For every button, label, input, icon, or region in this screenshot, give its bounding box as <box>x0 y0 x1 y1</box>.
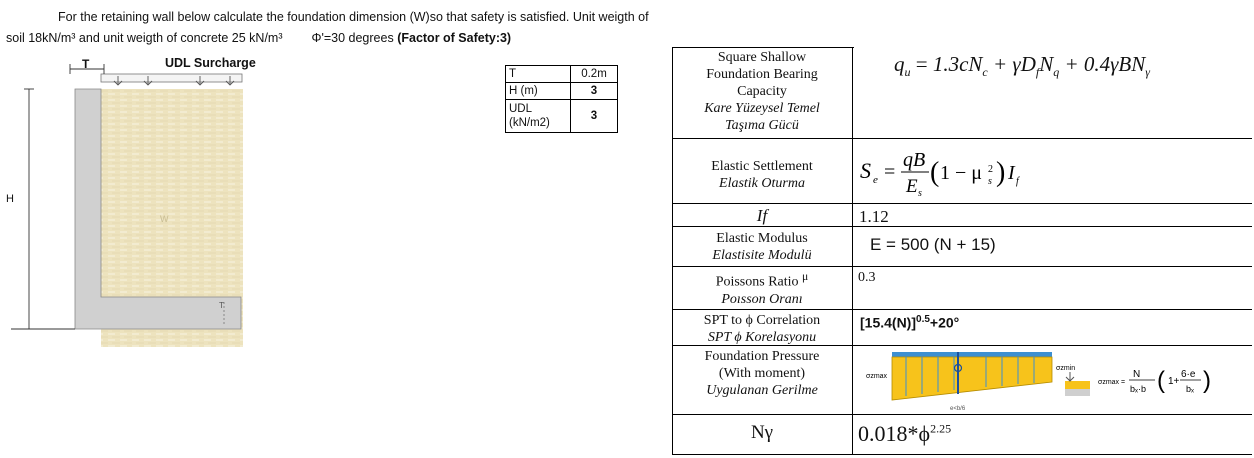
elastic-settlement-formula <box>856 142 1036 200</box>
table-border-bottom <box>672 454 1252 455</box>
svg-text:2: 2 <box>988 164 993 175</box>
bearing-capacity-label: Square Shallow Foundation Bearing Capacity Kare Yüzeysel Temel Taşıma Gücü <box>704 50 820 133</box>
eccentricity-label: e<b/6 <box>950 406 966 412</box>
table-row <box>506 83 618 100</box>
row-divider <box>672 414 1252 415</box>
svg-text:=: = <box>884 161 896 183</box>
svg-text:6·e: 6·e <box>1181 369 1196 380</box>
foundation-pressure-diagram <box>856 348 1252 412</box>
svg-text:I: I <box>1008 162 1015 184</box>
elastic-settlement-label: Elastic Settlement Elastik Oturma <box>711 159 813 191</box>
udl-surcharge-label: UDL Surcharge <box>165 56 256 70</box>
svg-text:bₓ: bₓ <box>1186 384 1194 394</box>
t-bottom-label: T <box>219 301 224 310</box>
svg-text:s: s <box>988 176 992 187</box>
poisson-value: 0.3 <box>858 270 876 285</box>
svg-text:): ) <box>996 157 1006 188</box>
bearing-capacity-formula: $q_u = 1.3cN_c + \gamma D_fN_q + 0.4\gamma BN_\gamma$ <box>894 52 1150 80</box>
parameter-table <box>505 65 618 133</box>
h-label: H <box>6 193 14 205</box>
spt-formula: $[15.4(N)]^{0.5}+20^\circ$ <box>860 314 960 331</box>
row-divider <box>672 226 1252 227</box>
sigma-zmin-label: σzmin <box>1056 365 1076 372</box>
param-name: T <box>506 66 571 83</box>
question-line-1: For the retaining wall below calculate the foundation dimension (W)so that safety is satisfied. Unit weigth of <box>58 10 649 24</box>
question-phi: Φ'=30 degrees <box>311 31 394 45</box>
table-border-top <box>672 47 854 48</box>
svg-text:N: N <box>1133 369 1141 380</box>
row-divider <box>672 266 1252 267</box>
param-name: UDL (kN/m2) <box>506 100 571 133</box>
param-value: 3 <box>571 100 618 133</box>
question-line-2 <box>6 31 511 45</box>
if-label: If <box>756 206 768 225</box>
svg-text:bₓ·b: bₓ·b <box>1130 384 1146 394</box>
sigma-zmax-label: σzmax <box>866 373 888 380</box>
svg-text:S: S <box>860 158 871 183</box>
table-row <box>506 66 618 83</box>
svg-text:E: E <box>906 176 918 197</box>
svg-text:σzmax =: σzmax = <box>1098 379 1126 386</box>
foundation-pressure-label: Foundation Pressure (With moment) Uygulanan Gerilme <box>704 349 820 398</box>
param-name: H (m) <box>506 83 571 100</box>
svg-text:e: e <box>873 174 878 186</box>
svg-text:s: s <box>918 188 922 199</box>
mu-symbol: μ <box>802 270 809 283</box>
row-divider <box>672 309 1252 310</box>
svg-text:f: f <box>1016 176 1019 187</box>
svg-text:(: ( <box>1157 367 1165 394</box>
row-divider <box>672 138 1252 139</box>
n-gamma-label: Nγ <box>750 422 774 443</box>
svg-text:1 − μ: 1 − μ <box>940 162 983 184</box>
udl-bar <box>101 74 242 82</box>
if-value: 1.12 <box>859 207 889 226</box>
elastic-modulus-formula: E = 500 (N + 15) <box>870 235 996 254</box>
svg-text:1+: 1+ <box>1168 376 1180 387</box>
n-gamma-formula: $0.018*\phi^{2.25}$ <box>858 421 952 446</box>
question-unit-weights: soil 18kN/m³ and unit weigth of concrete 25 kN/m³ <box>6 31 283 45</box>
spt-correlation-label: SPT to ϕ Correlation SPT ϕ Korelasyonu <box>703 313 821 345</box>
svg-text:qB: qB <box>903 149 926 171</box>
svg-text:): ) <box>1203 367 1211 394</box>
row-divider <box>672 203 1252 204</box>
param-value: 0.2m <box>571 66 618 83</box>
question-factor-of-safety: (Factor of Safety:3) <box>397 31 512 45</box>
table-border-mid <box>852 47 853 455</box>
param-value: 3 <box>571 83 618 100</box>
poisson-ratio-label: Poissons Ratio $^\mu$ Poısson Oranı <box>715 270 809 307</box>
table-row <box>506 100 618 133</box>
t-label: T <box>82 57 90 71</box>
svg-text:(: ( <box>930 157 940 188</box>
elastic-modulus-label: Elastic Modulus Elastisite Modulü <box>712 231 812 263</box>
w-label: W <box>160 214 169 224</box>
